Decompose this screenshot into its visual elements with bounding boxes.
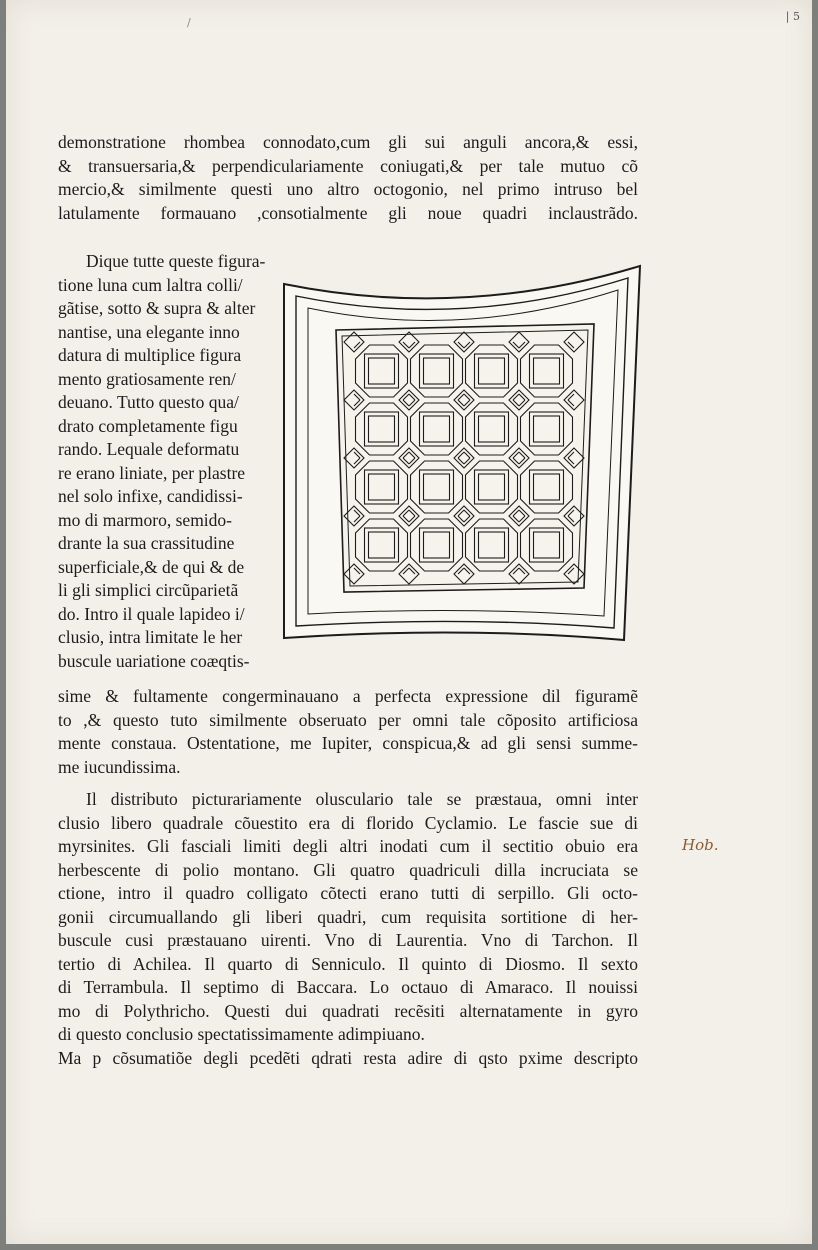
text-line: li gli simplici circũparietã (58, 580, 239, 600)
text-block-paragraph-2 (58, 788, 638, 1070)
text-line: datura di multiplice figura (58, 345, 242, 365)
text-line: tertio di Achilea. Il quarto di Senniculo. Il quinto di Diosmo. Il sexto (58, 953, 638, 974)
text-line: buscule cusi præstauano uirenti. Vno di Laurentia. Vno di Tarchon. Il (58, 930, 638, 950)
text-line: drato completamente figu (58, 415, 238, 436)
text-line: gãtise, sotto & supra & alter (58, 298, 256, 318)
text-line: mercio,& similmente questi uno altro octogonio, nel primo intruso bel (58, 179, 638, 199)
text-line: ctione, intro il quadro colligato cõtecti erano tutti di serpillo. Gli octo- (58, 883, 638, 903)
text-line: do. Intro il quale lapideo i/ (58, 603, 245, 624)
text-line: drante la sua crassitudine (58, 533, 235, 553)
margin-note: Hob. (682, 836, 719, 854)
text-block-wrapped (58, 250, 288, 673)
text-line: Ma p cõsumatiõe degli pcedẽti qdrati resta adire di qsto pxime descripto (58, 1047, 638, 1068)
text-line: rando. Lequale deformatu (58, 439, 240, 459)
text-line: clusio libero quadrale cõuestito era di florido Cyclamio. Le fascie sue di (58, 812, 638, 833)
folio-mark: | 5 (785, 10, 800, 23)
text-line: latulamente formauano ,consotialmente gli noue quadri inclaustrãdo. (58, 202, 638, 223)
text-line: re erano liniate, per plastre (58, 462, 246, 483)
text-line: mo di Polythricho. Questi dui quadrati recẽsiti alternatamente in gyro (58, 1000, 638, 1021)
text-line: buscule uariatione coæqtis- (58, 650, 250, 671)
text-line: me iucundissima. (58, 756, 181, 777)
text-line: mento gratiosamente ren/ (58, 368, 236, 389)
text-line: deuano. Tutto questo qua/ (58, 392, 239, 412)
text-line: & transuersaria,& perpendiculariamente coniugati,& per tale mutuo cõ (58, 155, 638, 176)
ink-mark: / (187, 16, 191, 29)
text-line: gonii circumuallando gli liberi quadri, cum requisita sortitione di her- (58, 906, 638, 927)
text-line: herbescente di polio montano. Gli quatro quadriculi dilla incruciata se (58, 859, 638, 880)
text-line: di Terrambula. Il septimo di Baccara. Lo octauo di Amaraco. Il nouissi (58, 977, 638, 997)
text-line: Il distributo picturariamente olusculario tale se præstaua, omni inter (86, 789, 638, 809)
text-line: di questo conclusio spectatissimamente adimpiuano. (58, 1024, 425, 1044)
text-line: Dique tutte queste figura- (86, 251, 266, 271)
text-line: demonstratione rhombea connodato,cum gli sui anguli ancora,& essi, (58, 132, 638, 152)
text-block-tail (58, 685, 638, 779)
floor-pattern-woodcut (278, 262, 646, 650)
text-line: clusio, intra limitate le her (58, 627, 243, 647)
text-line: superficiale,& de qui & de (58, 556, 245, 577)
text-line: mo di marmoro, semido- (58, 509, 233, 530)
text-line: sime & fultamente congerminauano a perfecta expressione dil figuramẽ (58, 686, 638, 706)
text-block-top (58, 131, 638, 225)
text-line: mente constaua. Ostentatione, me Iupiter, conspicua,& ad gli sensi summe- (58, 733, 638, 753)
text-line: to ,& questo tuto similmente obseruato per omni tale cõposito artificiosa (58, 709, 638, 730)
text-line: tione luna cum laltra colli/ (58, 274, 243, 295)
text-line: nel solo infixe, candidissi- (58, 486, 243, 506)
text-line: myrsinites. Gli fasciali limiti degli altri inodati cum il sectitio obuio era (58, 836, 638, 856)
book-page (6, 0, 812, 1244)
text-line: nantise, una elegante inno (58, 321, 240, 342)
